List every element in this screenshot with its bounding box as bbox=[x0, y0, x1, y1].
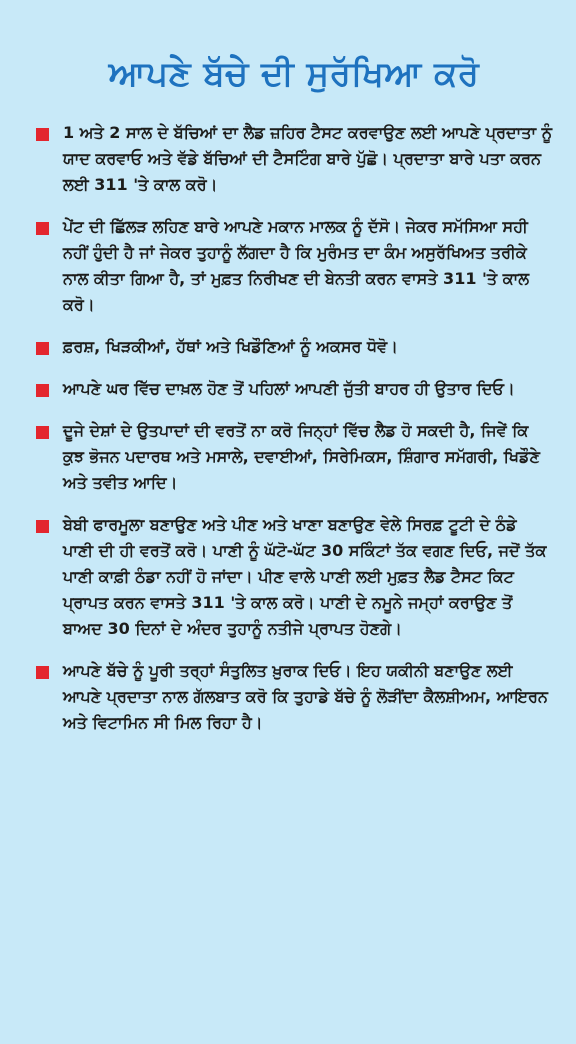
square-bullet-icon bbox=[36, 666, 49, 679]
tips-list bbox=[36, 120, 552, 736]
square-bullet-icon bbox=[36, 384, 49, 397]
list-item-text: ਬੇਬੀ ਫਾਰਮੂਲਾ ਬਣਾਉਣ ਅਤੇ ਪੀਣ ਅਤੇ ਖਾਣਾ ਬਣਾਉਣ ਵੇਲੇ ਸਿਰਫ਼ ਟੂਟੀ ਦੇ ਠੰਡੇ ਪਾਣੀ ਦੀ ਹੀ ਵਰਤੋਂ ਕਰੋ। ਪਾਣੀ ਨੂੰ ਘੱਟੋ-ਘੱਟ 30 ਸਕਿੰਟਾਂ ਤੱਕ ਵਗਣ ਦਿਓ, ਜਦੋਂ ਤੱਕ ਪਾਣੀ ਕਾਫ਼ੀ ਠੰਡਾ ਨਹੀਂ ਹੋ ਜਾਂਦਾ। ਪੀਣ ਵਾਲੇ ਪਾਣੀ ਲਈ ਮੁਫ਼ਤ ਲੈਡ ਟੈਸਟ ਕਿਟ ਪ੍ਰਾਪਤ ਕਰਨ ਵਾਸਤੇ 311 'ਤੇ ਕਾਲ ਕਰੋ। ਪਾਣੀ ਦੇ ਨਮੂਨੇ ਜਮ੍ਹਾਂ ਕਰਾਉਣ ਤੋਂ ਬਾਅਦ 30 ਦਿਨਾਂ ਦੇ ਅੰਦਰ ਤੁਹਾਨੂੰ ਨਤੀਜੇ ਪ੍ਰਾਪਤ ਹੋਣਗੇ। bbox=[63, 515, 547, 638]
list-item-text: ਆਪਣੇ ਘਰ ਵਿੱਚ ਦਾਖ਼ਲ ਹੋਣ ਤੋਂ ਪਹਿਲਾਂ ਆਪਣੀ ਜੁੱਤੀ ਬਾਹਰ ਹੀ ਉਤਾਰ ਦਿਓ। bbox=[63, 379, 515, 398]
list-item-text: ਫ਼ਰਸ਼, ਖਿੜਕੀਆਂ, ਹੱਥਾਂ ਅਤੇ ਖਿਡੌਣਿਆਂ ਨੂੰ ਅਕਸਰ ਧੋਵੋ। bbox=[63, 337, 398, 356]
list-item bbox=[36, 376, 552, 402]
square-bullet-icon bbox=[36, 520, 49, 533]
list-item bbox=[36, 334, 552, 360]
square-bullet-icon bbox=[36, 342, 49, 355]
list-item bbox=[36, 658, 552, 736]
square-bullet-icon bbox=[36, 426, 49, 439]
page-title: ਆਪਣੇ ਬੱਚੇ ਦੀ ਸੁਰੱਖਿਆ ਕਰੋ bbox=[108, 54, 480, 94]
list-item-text: ਆਪਣੇ ਬੱਚੇ ਨੂੰ ਪੂਰੀ ਤਰ੍ਹਾਂ ਸੰਤੁਲਿਤ ਖ਼ੁਰਾਕ ਦਿਓ। ਇਹ ਯਕੀਨੀ ਬਣਾਉਣ ਲਈ ਆਪਣੇ ਪ੍ਰਦਾਤਾ ਨਾਲ ਗੱਲਬਾਤ ਕਰੋ ਕਿ ਤੁਹਾਡੇ ਬੱਚੇ ਨੂੰ ਲੋੜੀਂਦਾ ਕੈਲਸ਼ੀਅਮ, ਆਇਰਨ ਅਤੇ ਵਿਟਾਮਿਨ ਸੀ ਮਿਲ ਰਿਹਾ ਹੈ। bbox=[63, 661, 548, 732]
list-item-text: ਦੂਜੇ ਦੇਸ਼ਾਂ ਦੇ ਉਤਪਾਦਾਂ ਦੀ ਵਰਤੋਂ ਨਾ ਕਰੋ ਜਿਨ੍ਹਾਂ ਵਿੱਚ ਲੈਡ ਹੋ ਸਕਦੀ ਹੈ, ਜਿਵੇਂ ਕਿ ਕੁਝ ਭੋਜਨ ਪਦਾਰਥ ਅਤੇ ਮਸਾਲੇ, ਦਵਾਈਆਂ, ਸਿਰੇਮਿਕਸ, ਸ਼ਿੰਗਾਰ ਸਮੱਗਰੀ, ਖਿਡੌਣੇ ਅਤੇ ਤਵੀਤ ਆਦਿ। bbox=[63, 421, 540, 492]
list-item bbox=[36, 418, 552, 496]
list-item-text: 1 ਅਤੇ 2 ਸਾਲ ਦੇ ਬੱਚਿਆਂ ਦਾ ਲੈਡ ਜ਼ਹਿਰ ਟੈਸਟ ਕਰਵਾਉਣ ਲਈ ਆਪਣੇ ਪ੍ਰਦਾਤਾ ਨੂੰ ਯਾਦ ਕਰਵਾਓ ਅਤੇ ਵੱਡੇ ਬੱਚਿਆਂ ਦੀ ਟੈਸਟਿੰਗ ਬਾਰੇ ਪੁੱਛੋ। ਪ੍ਰਦਾਤਾ ਬਾਰੇ ਪਤਾ ਕਰਨ ਲਈ 311 'ਤੇ ਕਾਲ ਕਰੋ। bbox=[63, 123, 552, 194]
list-item bbox=[36, 120, 552, 198]
square-bullet-icon bbox=[36, 222, 49, 235]
square-bullet-icon bbox=[36, 128, 49, 141]
list-item-text: ਪੇਂਟ ਦੀ ਛਿੱਲੜ ਲਹਿਣ ਬਾਰੇ ਆਪਣੇ ਮਕਾਨ ਮਾਲਕ ਨੂੰ ਦੱਸੋ। ਜੇਕਰ ਸਮੱਸਿਆ ਸਹੀ ਨਹੀਂ ਹੁੰਦੀ ਹੈ ਜਾਂ ਜੇਕਰ ਤੁਹਾਨੂੰ ਲੱਗਦਾ ਹੈ ਕਿ ਮੁਰੰਮਤ ਦਾ ਕੰਮ ਅਸੁਰੱਖਿਅਤ ਤਰੀਕੇ ਨਾਲ ਕੀਤਾ ਗਿਆ ਹੈ, ਤਾਂ ਮੁਫ਼ਤ ਨਿਰੀਖਣ ਦੀ ਬੇਨਤੀ ਕਰਨ ਵਾਸਤੇ 311 'ਤੇ ਕਾਲ ਕਰੋ। bbox=[63, 217, 530, 314]
list-item bbox=[36, 512, 552, 642]
list-item bbox=[36, 214, 552, 318]
